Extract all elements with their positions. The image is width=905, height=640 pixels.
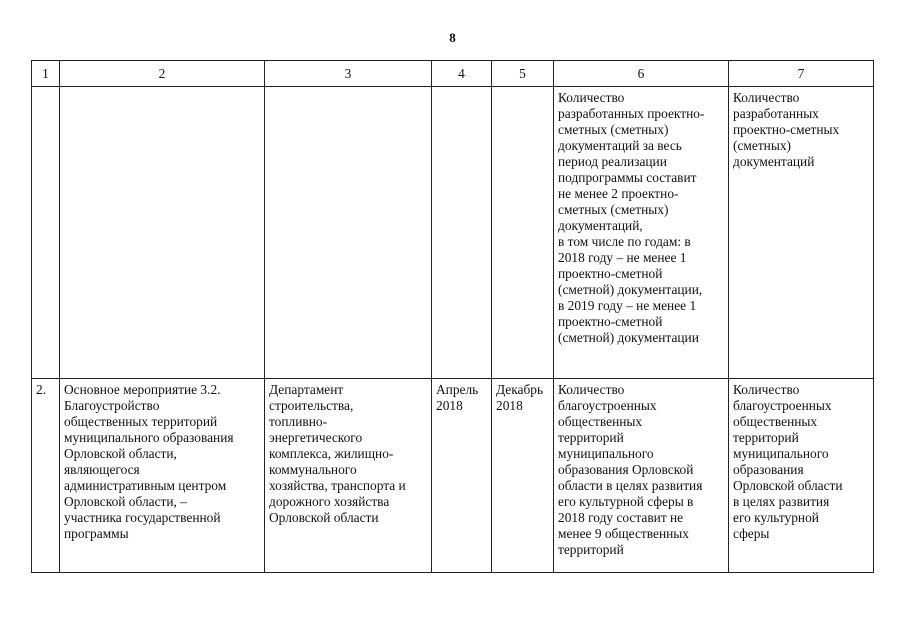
table-row: [32, 87, 874, 379]
cell-expected-result: Количество благоустроенных общественных территорий муниципального образования Орловской области в целях развития его культурной сферы в 2018 году составит не менее 9 общественных территорий: [554, 379, 729, 573]
table-row: [32, 379, 874, 573]
cell-indicator: Количество разработанных проектно-сметных (сметных) документаций: [729, 87, 874, 379]
document-table: [31, 60, 874, 573]
cell-activity: Основное мероприятие 3.2. Благоустройство общественных территорий муниципального образования Орловской области, являющегося административным центром Орловской области, – участника государственной программы: [60, 379, 265, 573]
cell-indicator: Количество благоустроенных общественных территорий муниципального образования Орловской области в целях развития его культурной сферы: [729, 379, 874, 573]
column-header: 1: [32, 61, 60, 87]
table-header-row: [32, 61, 874, 87]
column-header: 7: [729, 61, 874, 87]
cell-expected-result: Количество разработанных проектно- сметных (сметных) документаций за весь период реализации подпрограммы составит не менее 2 проектно- сметных (сметных) документаций, в том числе по годам: в 2018 году – не менее 1 проектно-сметной (сметной) документации, в 2019 году – не менее 1 проектно-сметной (сметной) документации: [554, 87, 729, 379]
cell-number: [32, 87, 60, 379]
column-header: 3: [265, 61, 432, 87]
column-header: 5: [492, 61, 554, 87]
column-header: 6: [554, 61, 729, 87]
column-header: 4: [432, 61, 492, 87]
page-number: 8: [449, 30, 456, 45]
cell-executor: Департамент строительства, топливно- энергетического комплекса, жилищно- коммунального хозяйства, транспорта и дорожного хозяйства Орловской области: [265, 379, 432, 573]
cell-start-date: [432, 87, 492, 379]
cell-end-date: [492, 87, 554, 379]
cell-start-date: Апрель 2018: [432, 379, 492, 573]
cell-executor: [265, 87, 432, 379]
cell-number: 2.: [32, 379, 60, 573]
column-header: 2: [60, 61, 265, 87]
cell-end-date: Декабрь 2018: [492, 379, 554, 573]
cell-activity: [60, 87, 265, 379]
